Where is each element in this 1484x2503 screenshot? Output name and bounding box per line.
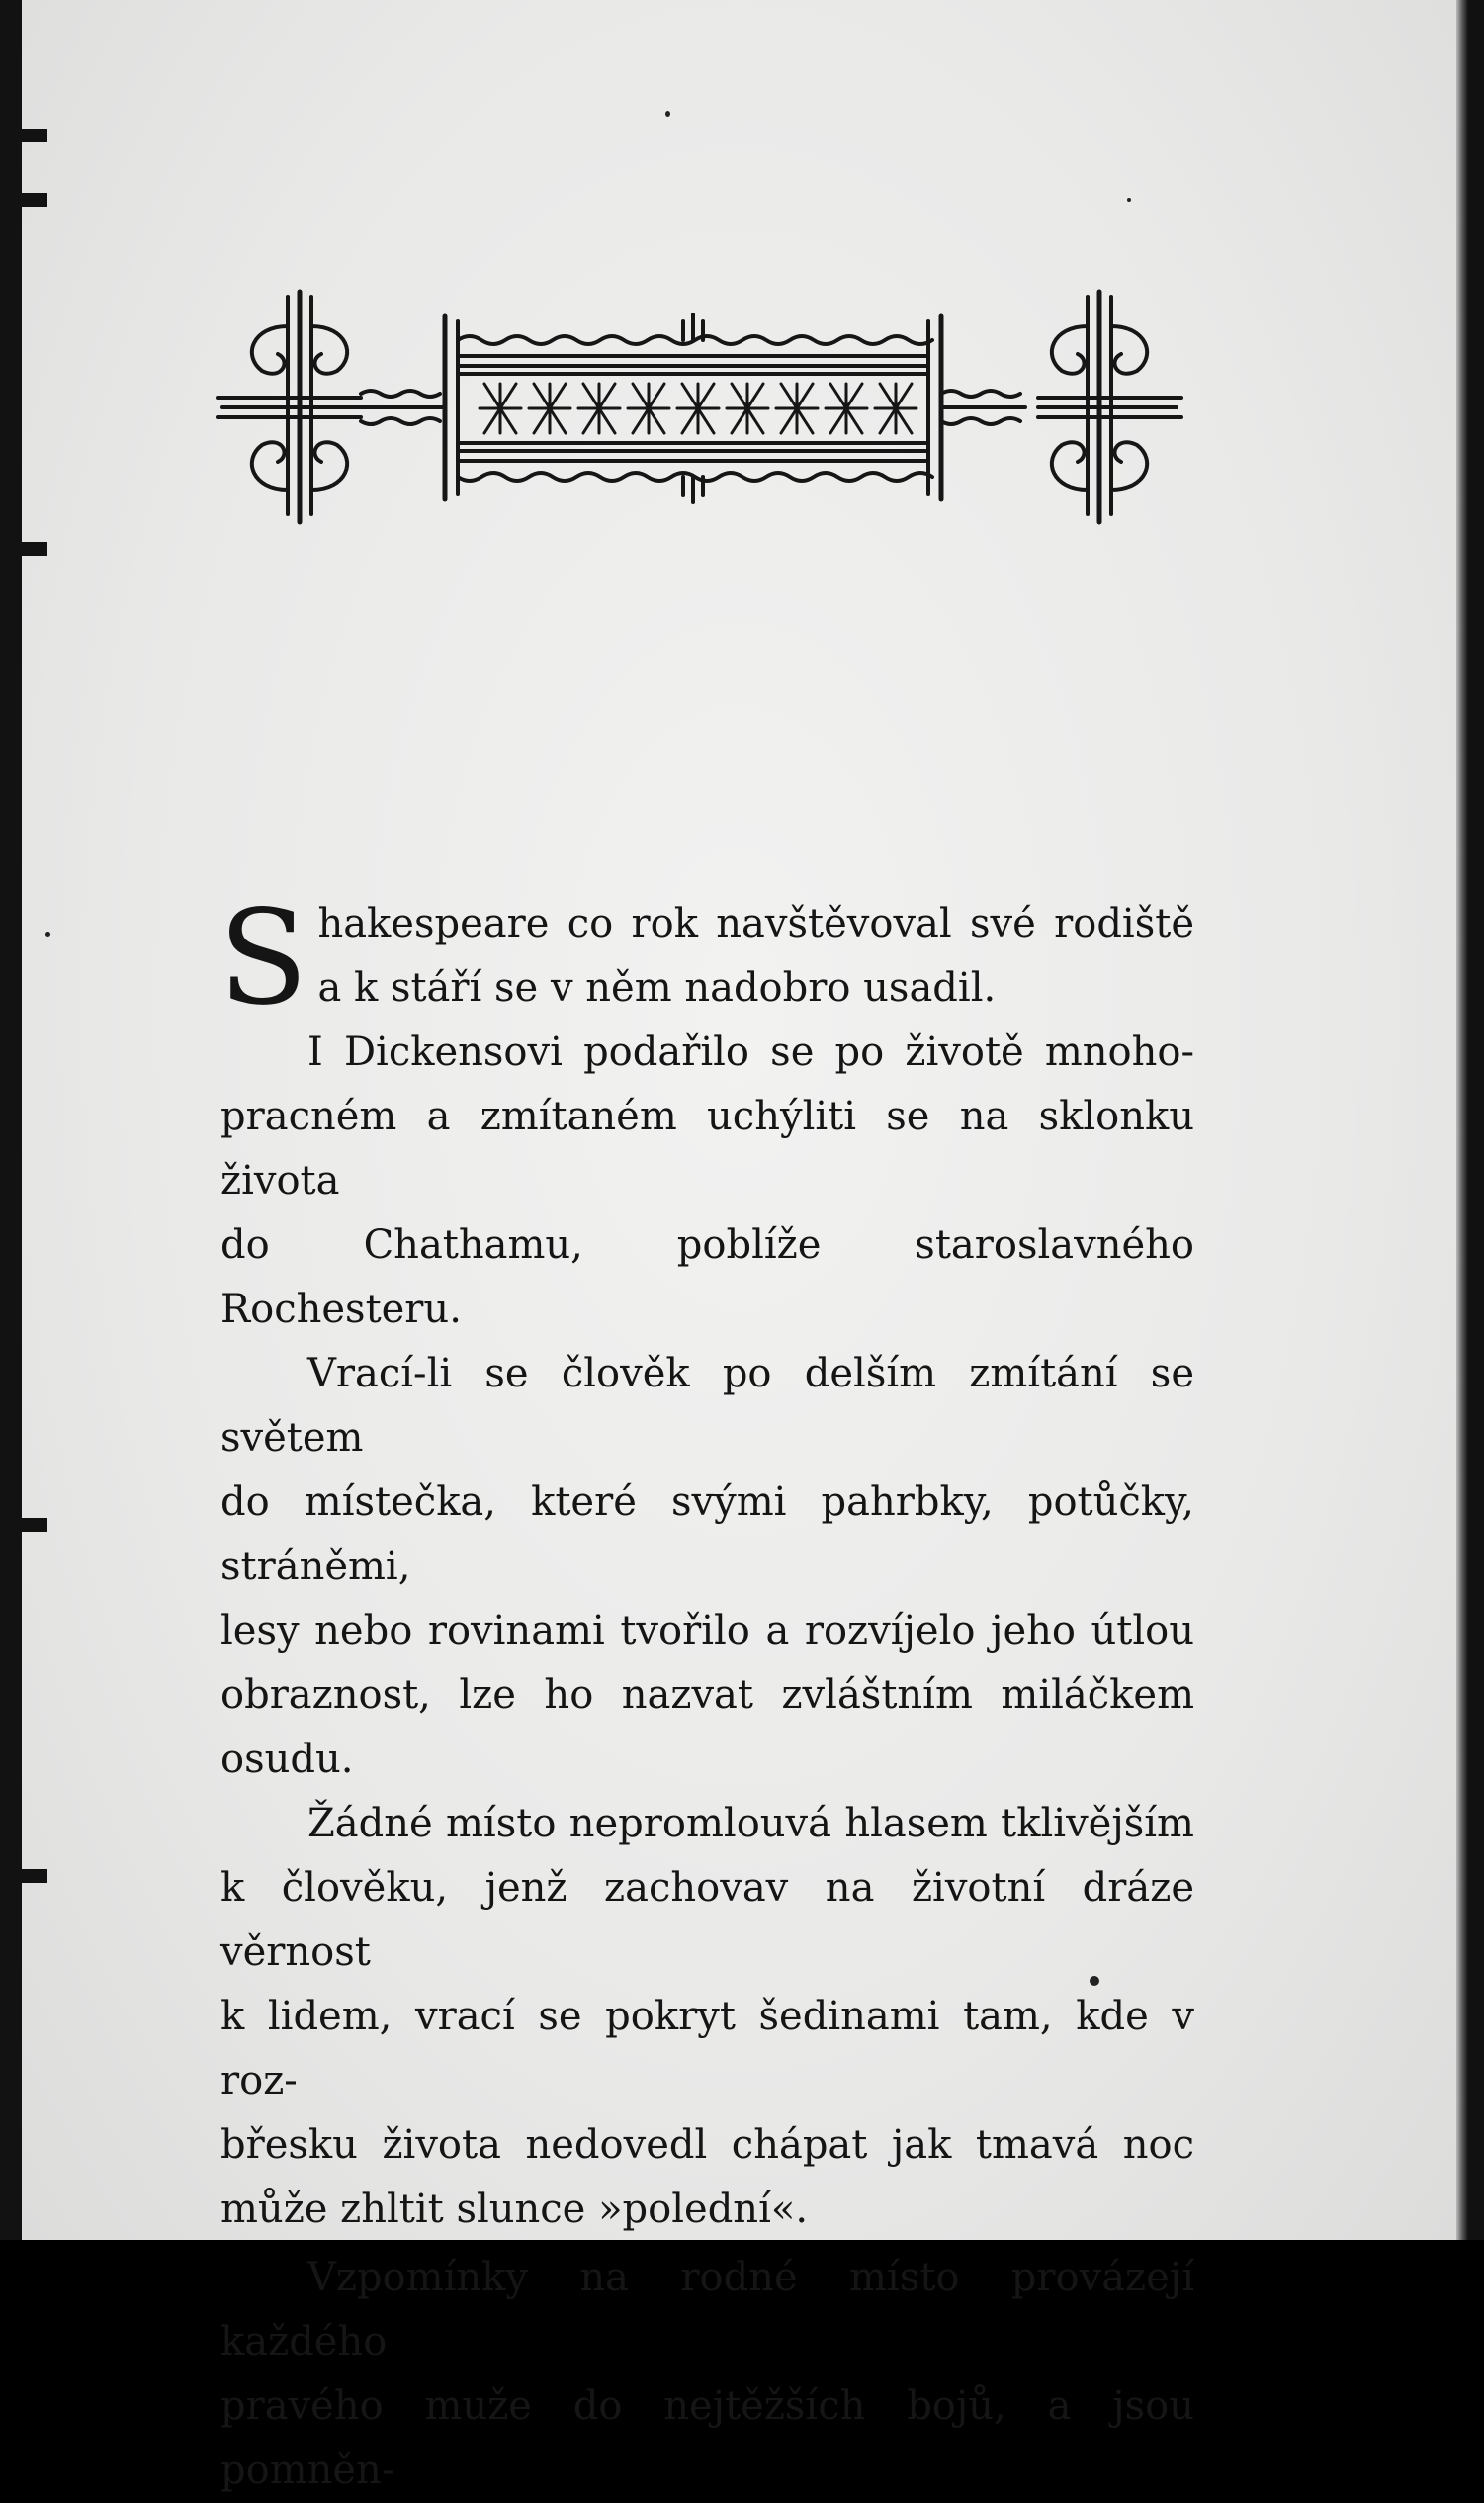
speck bbox=[45, 932, 50, 937]
binding-notch bbox=[16, 129, 47, 142]
text-line: do místečka, které svými pahrbky, potůčky, stráněmi, bbox=[220, 1479, 1194, 1589]
paragraph-1 bbox=[218, 882, 1194, 1034]
paragraph-5 bbox=[220, 2246, 1194, 2503]
binding-notch bbox=[16, 1518, 47, 1532]
text-line: lesy nebo rovinami tvořilo a rozvíjelo jeho útlou bbox=[220, 1608, 1194, 1654]
text-line: a k stáří se v něm nadobro usadil. bbox=[317, 965, 997, 1011]
text-line: Žádné místo nepromlouvá hlasem tklivějším bbox=[307, 1801, 1194, 1846]
text-line: k lidem, vrací se pokryt šedinami tam, kde v roz- bbox=[220, 1994, 1194, 2103]
text-line: obraznost, lze ho nazvat zvláštním miláčkem osudu. bbox=[220, 1672, 1194, 1782]
text-line: k člověku, jenž zachovav na životní dráze věrnost bbox=[220, 1865, 1194, 1975]
text-line: pravého muže do nejtěžších bojů, a jsou pomněn- bbox=[220, 2383, 1194, 2493]
text-line: Vrací-li se člověk po delším zmítání se světem bbox=[220, 1351, 1194, 1461]
paragraph-4 bbox=[220, 1792, 1194, 2242]
text-line: hakespeare co rok navštěvoval své rodiště bbox=[317, 901, 1194, 946]
drop-cap: S bbox=[218, 882, 308, 1034]
binding-notch bbox=[16, 193, 47, 207]
decorative-headpiece-icon bbox=[213, 287, 1186, 529]
speck bbox=[1127, 198, 1131, 202]
text-line: Vzpomínky na rodné místo provázejí každého bbox=[220, 2255, 1194, 2365]
binding-notch bbox=[16, 542, 47, 556]
body-text bbox=[218, 882, 1194, 2503]
speck bbox=[665, 111, 670, 117]
text-line: pracném a zmítaném uchýliti se na sklonku života bbox=[220, 1094, 1194, 1204]
binding-left-edge bbox=[0, 0, 22, 2240]
binding-right-edge bbox=[1456, 0, 1484, 2240]
paragraph-3 bbox=[220, 1342, 1194, 1792]
binding-notch bbox=[16, 1869, 47, 1883]
text-line: do Chathamu, poblíže staroslavného Rochesteru. bbox=[220, 1222, 1194, 1332]
text-line: může zhltit slunce »polední«. bbox=[220, 2187, 809, 2232]
paragraph-2 bbox=[220, 1021, 1194, 1342]
text-line: břesku života nedovedl chápat jak tmavá noc bbox=[220, 2122, 1194, 2168]
text-line: I Dickensovi podařilo se po životě mnoho- bbox=[307, 1029, 1194, 1075]
